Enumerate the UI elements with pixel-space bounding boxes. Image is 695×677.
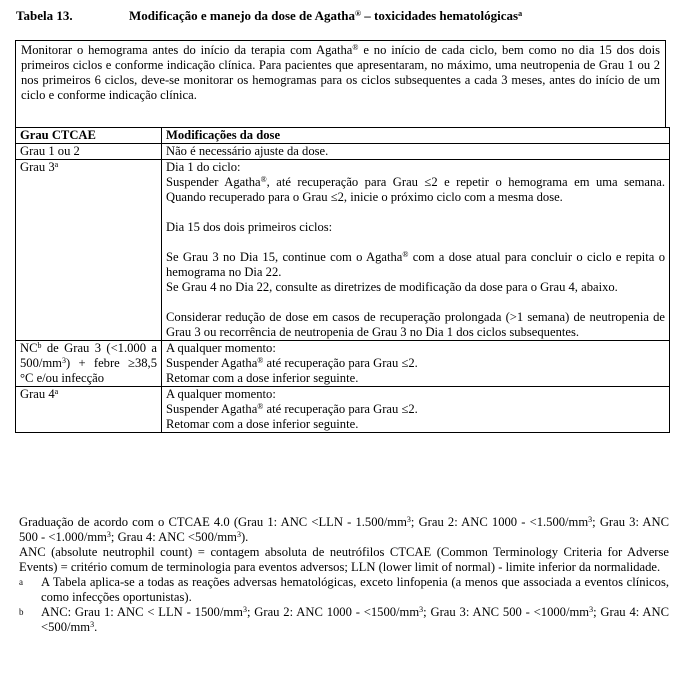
footnote-b: [19, 605, 669, 635]
table-row: [16, 387, 670, 433]
footnote-text: A Tabela aplica-se a todas as reações adversas hematológicas, exceto linfopenia (a menos que associada a eventos clínicos, como infecções oportunistas).: [41, 575, 669, 604]
table-title-text: Modificação e manejo da dose de Agatha: [129, 8, 356, 23]
modification-cell: [162, 387, 670, 433]
footnote-ref: b: [37, 341, 42, 350]
footnote-ref: a: [54, 160, 59, 169]
note-text: ).: [240, 530, 249, 544]
grade-label: de Grau 3 (<1.000 a 500/mm: [20, 341, 157, 370]
footnote-marker: b: [19, 607, 24, 617]
note-text: ; Grau 3: ANC 500 - <1.000/mm: [19, 515, 670, 544]
instruction-text: Suspender Agatha: [166, 356, 258, 370]
superscript: 3: [236, 530, 241, 539]
modification-text: Não é necessário ajuste da dose.: [166, 144, 329, 158]
registered-mark: ®: [352, 43, 359, 52]
footnote-text: ANC: Grau 1: ANC < LLN - 1500/mm: [41, 605, 243, 619]
spacer: [166, 205, 665, 220]
registered-mark: ®: [257, 402, 264, 411]
abbreviation-note: ANC (absolute neutrophil count) = contagem absoluta de neutrófilos CTCAE (Common Terminology Criteria for Adverse Events) = critério comum de terminologia para eventos adversos; LLN (lower limit of normal) - limite inferior da normalidade.: [19, 545, 669, 574]
modification-cell: [162, 341, 670, 387]
instruction-text: Suspender Agatha: [166, 175, 261, 189]
footnote-text: ; Grau 2: ANC 1000 - <1500/mm: [246, 605, 420, 619]
superscript: 3: [61, 356, 66, 365]
table-notes: [19, 515, 669, 635]
suspend-instruction: [166, 402, 665, 417]
day1-instruction: [166, 175, 665, 205]
day15-instruction: [166, 250, 665, 280]
registered-mark: ®: [257, 356, 264, 365]
grading-note: [19, 515, 669, 545]
table-row: [16, 160, 670, 341]
modification-cell: [162, 144, 670, 160]
anytime-heading: A qualquer momento:: [166, 341, 276, 355]
instruction-text: com a dose atual para concluir o ciclo e repita o hemograma no Dia 22.: [166, 250, 665, 279]
instruction-text: , até recuperação para Grau ≤2 e repetir o hemograma em uma semana. Quando recuperado para o Grau ≤2, inicie o próximo ciclo com a mesma dose.: [166, 175, 665, 204]
grade-cell: [16, 160, 162, 341]
footnote-marker: a: [19, 577, 23, 587]
registered-mark: ®: [402, 250, 409, 259]
header-modifications: Modificações da dose: [162, 128, 670, 144]
note-text: ; Grau 4: ANC <500/mm: [110, 530, 237, 544]
footnote-ref: a: [54, 387, 59, 396]
superscript: 3: [419, 605, 424, 614]
table-row: [16, 341, 670, 387]
instruction-text: até recuperação para Grau ≤2.: [263, 402, 418, 416]
note-text: ; Grau 2: ANC 1000 - <1.500/mm: [410, 515, 589, 529]
day22-instruction: Se Grau 4 no Dia 22, consulte as diretrizes de modificação da dose para o Grau 4, abaixo.: [166, 280, 618, 294]
resume-instruction: Retomar com a dose inferior seguinte.: [166, 371, 359, 385]
superscript: 3: [406, 515, 411, 524]
intro-text: Monitorar o hemograma antes do início da terapia com Agatha: [21, 43, 353, 57]
superscript: 3: [90, 620, 95, 629]
spacer: [166, 235, 665, 250]
grade-cell: [16, 144, 162, 160]
superscript: 3: [106, 530, 111, 539]
day15-heading: Dia 15 dos dois primeiros ciclos:: [166, 220, 333, 234]
table-header-row: [16, 128, 670, 144]
grade-label: Grau 1 ou 2: [20, 144, 80, 158]
table-title-suffix: – toxicidades hematológicas: [361, 8, 519, 23]
instruction-text: Se Grau 3 no Dia 15, continue com o Agatha: [166, 250, 403, 264]
footnote-text: ; Grau 4: ANC <500/mm: [41, 605, 669, 634]
grade-label: Grau 3: [20, 160, 55, 174]
anytime-heading: A qualquer momento:: [166, 387, 276, 401]
superscript: 3: [588, 515, 593, 524]
instruction-text: até recuperação para Grau ≤2.: [263, 356, 418, 370]
note-text: Graduação de acordo com o CTCAE 4.0 (Grau 1: ANC <LLN - 1.500/mm: [19, 515, 407, 529]
registered-mark: ®: [260, 175, 267, 184]
resume-instruction: Retomar com a dose inferior seguinte.: [166, 417, 359, 431]
table-row: [16, 144, 670, 160]
suspend-instruction: [166, 356, 665, 371]
grade-cell: [16, 387, 162, 433]
grade-cell: [16, 341, 162, 387]
header-grade: Grau CTCAE: [16, 128, 162, 144]
superscript: 3: [242, 605, 247, 614]
intro-box: [15, 40, 666, 128]
table-title: [16, 8, 686, 24]
dose-table: [15, 127, 670, 433]
modification-cell: [162, 160, 670, 341]
footnote-a: [19, 575, 669, 605]
superscript: 3: [589, 605, 594, 614]
grade-label: Grau 4: [20, 387, 55, 401]
day1-heading: Dia 1 do ciclo:: [166, 160, 241, 174]
table-number: Tabela 13.: [16, 8, 73, 23]
grade-label: ) + febre ≥38,5 °C e/ou infecção: [20, 356, 157, 385]
registered-mark: ®: [355, 9, 362, 18]
intro-text-cont: e no início de cada ciclo, bem como no dia 15 dos dois primeiros ciclos e conforme indicação clínica. Para pacientes que apresentaram, no máximo, uma neutropenia de Grau 1 ou 2 nos primeiros 6 ciclos, deve-se monitorar os hemogramas para os ciclos subsequentes a cada 3 meses, antes do início de um ciclo e conforme indicação clínica.: [21, 43, 661, 102]
grade-label: NC: [20, 341, 38, 355]
spacer: [166, 295, 665, 310]
footnote-text: .: [94, 620, 98, 634]
instruction-text: Suspender Agatha: [166, 402, 258, 416]
dose-reduction-note: Considerar redução de dose em casos de recuperação prolongada (>1 semana) de neutropenia de Grau 3 ou recorrência de neutropenia de Grau 3 no Dia 1 dos ciclos subsequentes.: [166, 310, 665, 339]
footnote-ref: a: [518, 9, 523, 18]
footnote-text: ; Grau 3: ANC 500 - <1000/mm: [423, 605, 590, 619]
